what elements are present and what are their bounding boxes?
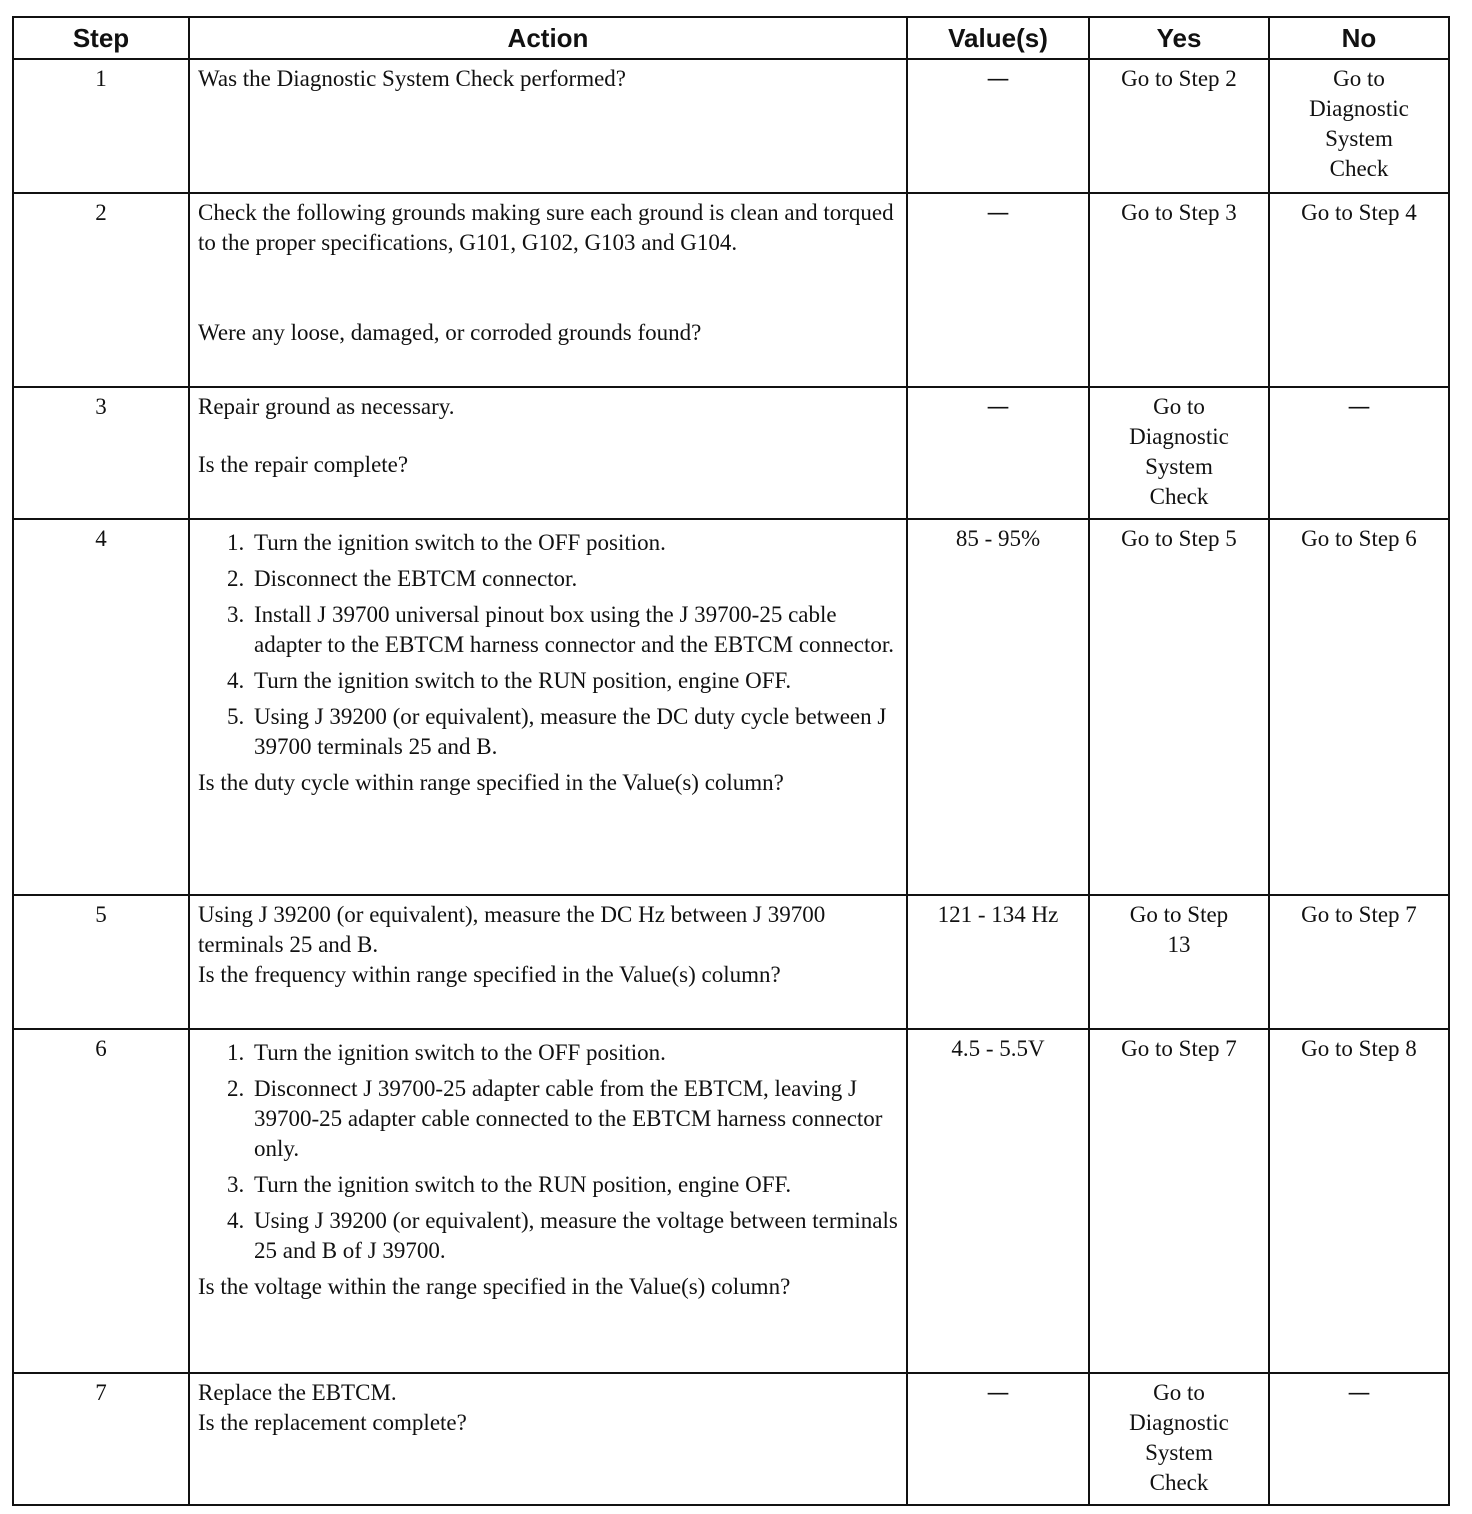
action-question: Is the voltage within the range specified in the Value(s) column? (198, 1274, 791, 1299)
step-number: 5 (13, 895, 189, 1029)
list-item: 1. Turn the ignition switch to the OFF position. (250, 1038, 898, 1068)
step-number: 3 (13, 387, 189, 519)
step-number: 4 (13, 519, 189, 895)
table-row (13, 519, 1449, 895)
step-number: 7 (13, 1373, 189, 1505)
no-cell: Go to Step 8 (1269, 1029, 1449, 1373)
no-cell: Go to Step 6 (1269, 519, 1449, 895)
header-action: Action (189, 17, 907, 59)
action-cell (189, 1373, 907, 1505)
list-item: 2. Disconnect the EBTCM connector. (250, 564, 898, 594)
no-cell: Go to Step 4 (1269, 193, 1449, 387)
no-cell: Go to Diagnostic System Check (1269, 59, 1449, 193)
action-text: Replace the EBTCM. (198, 1380, 397, 1405)
list-item: 2. Disconnect J 39700-25 adapter cable from the EBTCM, leaving J 39700-25 adapter cable connected to the EBTCM harness connector only. (250, 1074, 898, 1164)
action-question: Is the replacement complete? (198, 1410, 467, 1435)
table-row (13, 895, 1449, 1029)
table-row (13, 193, 1449, 387)
no-cell: Go to Step 7 (1269, 895, 1449, 1029)
list-item: 5. Using J 39200 (or equivalent), measure the DC duty cycle between J 39700 terminals 25 and B. (250, 702, 898, 762)
table-row (13, 59, 1449, 193)
value-cell: 121 - 134 Hz (907, 895, 1089, 1029)
step-number: 1 (13, 59, 189, 193)
yes-cell: Go to Diagnostic System Check (1089, 387, 1269, 519)
action-question: Is the duty cycle within range specified in the Value(s) column? (198, 770, 784, 795)
action-cell (189, 1029, 907, 1373)
action-question: Is the repair complete? (198, 452, 409, 477)
list-item: 3. Turn the ignition switch to the RUN position, engine OFF. (250, 1170, 898, 1200)
action-cell (189, 519, 907, 895)
no-cell: — (1269, 387, 1449, 519)
substep-list (198, 528, 898, 762)
yes-cell: Go to Step 13 (1089, 895, 1269, 1029)
yes-cell: Go to Diagnostic System Check (1089, 1373, 1269, 1505)
step-number: 6 (13, 1029, 189, 1373)
list-item: 4. Turn the ignition switch to the RUN position, engine OFF. (250, 666, 898, 696)
yes-cell: Go to Step 2 (1089, 59, 1269, 193)
action-text: Was the Diagnostic System Check performed? (198, 66, 627, 91)
list-item: 3. Install J 39700 universal pinout box using the J 39700-25 cable adapter to the EBTCM harness connector and the EBTCM connector. (250, 600, 898, 660)
value-cell: — (907, 193, 1089, 387)
action-text: Using J 39200 (or equivalent), measure the DC Hz between J 39700 terminals 25 and B. (198, 902, 826, 957)
action-text: Repair ground as necessary. (198, 394, 455, 419)
list-item: 1. Turn the ignition switch to the OFF position. (250, 528, 898, 558)
no-cell: — (1269, 1373, 1449, 1505)
table-row (13, 1373, 1449, 1505)
value-cell: 85 - 95% (907, 519, 1089, 895)
action-text: Check the following grounds making sure each ground is clean and torqued to the proper specifications, G101, G102, G103 and G104. (198, 200, 894, 255)
value-cell: — (907, 387, 1089, 519)
table-row (13, 1029, 1449, 1373)
value-cell: — (907, 1373, 1089, 1505)
yes-cell: Go to Step 7 (1089, 1029, 1269, 1373)
diagnostic-table (12, 16, 1450, 1506)
action-cell (189, 387, 907, 519)
value-cell: 4.5 - 5.5V (907, 1029, 1089, 1373)
step-number: 2 (13, 193, 189, 387)
header-row (13, 17, 1449, 59)
header-values: Value(s) (907, 17, 1089, 59)
header-yes: Yes (1089, 17, 1269, 59)
substep-list (198, 1038, 898, 1266)
action-question: Is the frequency within range specified in the Value(s) column? (198, 962, 781, 987)
header-step: Step (13, 17, 189, 59)
action-cell (189, 895, 907, 1029)
value-cell: — (907, 59, 1089, 193)
table-row (13, 387, 1449, 519)
action-cell (189, 193, 907, 387)
yes-cell: Go to Step 5 (1089, 519, 1269, 895)
yes-cell: Go to Step 3 (1089, 193, 1269, 387)
list-item: 4. Using J 39200 (or equivalent), measure the voltage between terminals 25 and B of J 39700. (250, 1206, 898, 1266)
header-no: No (1269, 17, 1449, 59)
action-question: Were any loose, damaged, or corroded grounds found? (198, 320, 702, 345)
action-cell (189, 59, 907, 193)
